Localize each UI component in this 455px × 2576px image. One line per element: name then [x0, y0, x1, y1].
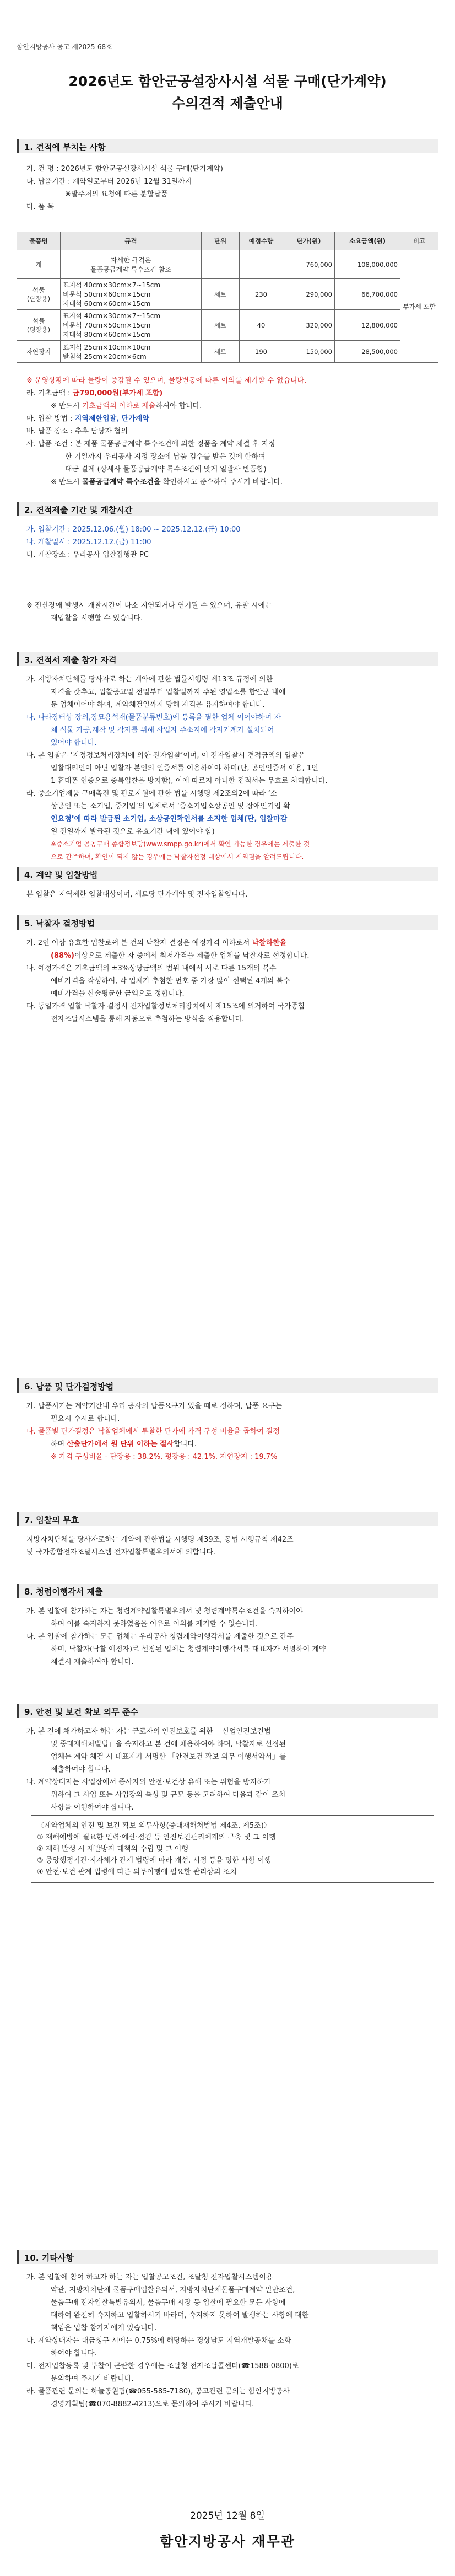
safety-b-cont: 위하여 그 사업 또는 사업장의 특성 및 규모 등을 고려하여 다음과 같이 조치 — [51, 1791, 286, 1799]
note-text: ※ 반드시 — [51, 402, 82, 410]
page-title: 2026년도 함안군공설장사시설 석물 구매(단가계약) — [68, 73, 387, 89]
award-emphasis: (88%) — [51, 952, 74, 960]
col-header: 비고 — [400, 232, 438, 250]
misc-a: 가. 본 입찰에 참여 하고자 하는 자는 입찰공고조건, 조달청 전자입찰시스템이용 — [26, 2273, 273, 2282]
smpp-note: ※중소기업 공공구매 종합정보망(www.smpp.go.kr)에서 확인 가능한 경우에는 제출한 것 — [51, 840, 310, 848]
base-amount-note — [26, 400, 434, 412]
spec-line: 표지석 40cm×30cm×7~15cm — [63, 281, 161, 289]
price-ratio-note: ※ 가격 구성비율 - 단장용 : 38.2%, 평장용 : 42.1%, 자연장지 : 19.7% — [51, 1453, 278, 1461]
misc-a-cont: 책임은 입찰 참가자에게 있습니다. — [51, 2324, 157, 2332]
award-emphasis: 낙찰하한율 — [252, 939, 287, 947]
safety-b: 나. 계약상대자는 사업장에서 종사자의 안전·보건상 유해 또는 위험을 방지하기 — [26, 1778, 271, 1786]
smpp-note-cont: 으로 간주하며, 확인이 되지 않는 경우에는 낙찰자선정 대상에서 제외됨을 알려드립니다. — [51, 853, 304, 861]
integrity-b-cont: 하며, 낙찰자(낙찰 예정자)로 선정된 업체는 청렴계약이행각서를 대표자가 서명하여 계약 — [51, 1645, 326, 1654]
cell-unit: 세트 — [202, 279, 240, 310]
spec-line: 지대석 80cm×60cm×15cm — [63, 331, 151, 339]
note-text: 하셔야 합니다. — [155, 402, 202, 410]
qualification-d: 라. 중소기업제품 구매촉진 및 판로지원에 관한 법률 시행령 제2조의2에 따라 ‘소 — [26, 790, 278, 798]
items-label: 다. 품 목 — [26, 203, 55, 211]
cell-unit: 세트 — [202, 310, 240, 341]
spec-line: 지대석 60cm×60cm×15cm — [63, 300, 151, 308]
table-row — [17, 279, 438, 310]
safety-box-item: ③ 중앙행정기관·지자체가 관계 법령에 따라 개선, 시정 등을 명한 사항 이행 — [37, 1856, 272, 1865]
safety-box-item: ④ 안전·보건 관계 법령에 따른 의무이행에 필요한 관리상의 조치 — [37, 1868, 237, 1876]
misc-b: 나. 계약상대자는 대금청구 시에는 0.75%에 해당하는 경상남도 지역개발공채를 소화 — [26, 2337, 291, 2345]
safety-a: 가. 본 건에 채가하고자 하는 자는 근로자의 안전보호를 위한 「산업안전보건법 — [26, 1727, 271, 1736]
section-9-body — [26, 1726, 434, 1815]
cell-price: 290,000 — [283, 279, 335, 310]
qualification-d-cont: 상공인 또는 소기업, 중기업’의 업체로서 ‘중소기업소상공인 및 장애인기업 확 — [51, 802, 290, 811]
section-10-body — [26, 2272, 434, 2411]
base-amount-value: 금790,000원(부가세 포함) — [72, 389, 163, 398]
cell-unit: 세트 — [202, 341, 240, 363]
section-6-body — [26, 1400, 434, 1464]
misc-b-cont: 하여야 합니다. — [51, 2349, 97, 2358]
col-header: 단위 — [202, 232, 240, 250]
safety-a-cont: 및 중대재해처벌법」을 숙지하고 본 건에 채용하여야 하며, 낙찰자로 선정된 — [51, 1740, 286, 1748]
section-1-heading: 1. 견적에 부치는 사항 — [17, 139, 438, 153]
qualification-a-cont: 둔 업체이어야 하며, 계약체결일까지 당해 자격을 유지하여야 합니다. — [51, 701, 265, 709]
safety-b-cont: 사항을 이행하여야 합니다. — [51, 1804, 134, 1812]
cell-name — [17, 310, 61, 341]
bid-method-label: 마. 입찰 방법 : — [26, 415, 75, 423]
misc-a-cont: 대하여 완전히 숙지하고 입찰하시기 바라며, 숙지하지 못하여 발생하는 사항에 대한 — [51, 2311, 309, 2320]
section-4-body — [26, 889, 434, 901]
cell-qty — [240, 250, 283, 279]
cell-price: 320,000 — [283, 310, 335, 341]
delivery-place: 바. 납품 장소 : 추후 담당자 협의 — [26, 427, 128, 436]
safety-box-item: ② 재해 발생 시 재발방지 대책의 수립 및 그 이행 — [37, 1845, 188, 1853]
delivery-period-note: ※발주처의 요청에 따른 분할납품 — [65, 190, 168, 198]
safety-box-title: 〈계약업체의 안전 및 보건 확보 의무사항(중대재해처벌법 제4조, 제5조)〉 — [37, 1822, 271, 1830]
integrity-b: 나. 본 입찰에 참가하는 모든 업체는 우리공사 청렴계약이행각서를 제출한 것으로 간주 — [26, 1633, 294, 1641]
bid-method-value: 지역제한입찰, 단가계약 — [74, 415, 149, 423]
section-8-body — [26, 1606, 434, 1669]
cell-name: 자연장지 — [17, 341, 61, 363]
special-terms-note — [26, 476, 434, 488]
spec-line: 비문석 50cm×60cm×15cm — [63, 291, 151, 298]
opening-place: 다. 개찰장소 : 우리공사 입찰집행관 PC — [26, 551, 149, 559]
name-line: (단장용) — [26, 294, 51, 303]
spec-line: 표지석 40cm×30cm×7~15cm — [63, 312, 161, 320]
qualification-c: 다. 본 입찰은 ‘지정정보처리장치에 의한 전자입찰’이며, 이 전자입찰시 견적금액의 입찰은 — [26, 752, 305, 760]
section-10-heading: 10. 기타사항 — [17, 2250, 438, 2264]
section-2-body — [26, 524, 434, 562]
spec-line: 표지석 25cm×10cm×10cm — [63, 343, 151, 351]
name-line: 석물 — [32, 316, 45, 325]
award-rule-a — [26, 937, 434, 949]
item-name-value: 2026년도 함안군공설장사시설 석물 구매(단가계약) — [61, 165, 223, 173]
invalid-bid-rule-cont: 및 국가종합전자조달시스템 전자입찰특별유의서에 의합니다. — [26, 1548, 216, 1557]
cell-price: 760,000 — [283, 250, 335, 279]
col-header: 소요금액(원) — [335, 232, 400, 250]
bid-period: 가. 입찰기간 : 2025.12.06.(월) 18:00 ~ 2025.12.12.(금) 10:00 — [26, 525, 241, 534]
qualification-a-cont: 자격을 갖추고, 입찰공고일 전일부터 입찰일까지 주된 영업소를 함안군 내에 — [51, 688, 286, 696]
award-rule-b-cont: 예비가격을 산술평균한 금액으로 정합니다. — [51, 990, 185, 998]
items-table — [17, 232, 438, 363]
qualification-d-emph: 인요청’에 따라 발급된 소기업, 소상공인확인서를 소지한 업체(단, 입찰마감 — [51, 815, 288, 823]
unit-price-rule: 나. 물품별 단가결정은 낙찰업체에서 투찰한 단가에 가격 구성 비율을 곱하여 결정 — [26, 1427, 280, 1436]
table-row — [17, 341, 438, 363]
base-amount-line — [26, 388, 434, 399]
item-name-line — [26, 163, 434, 175]
qualification-b-cont: 있어야 합니다. — [51, 739, 97, 747]
section-6-heading: 6. 납품 및 단가결정방법 — [17, 1378, 438, 1393]
qualification-d-cont: 일 전일까지 발급된 것으로 유효기간 내에 있어야 함) — [51, 828, 215, 836]
cell-name — [17, 279, 61, 310]
section-5-body — [26, 937, 434, 1026]
cell-note: 부가세 포함 — [400, 250, 438, 363]
item-name-label: 가. 건 명 : — [26, 165, 61, 173]
qualification-c-cont: 입찰대리인이 아닌 입찰자 본인의 인증서를 이용하여야 하며(단, 공인인증서 이용, 1인 — [51, 764, 318, 772]
note-text: 확인하시고 준수하여 주시기 바랍니다. — [160, 478, 283, 486]
cell-spec — [61, 341, 202, 363]
cell-spec — [61, 250, 202, 279]
note-emphasis: 기초금액의 이하로 제출 — [82, 402, 156, 410]
misc-a-cont: 약관, 지방자치단체 물품구매입찰유의서, 지방자치단체물품구매계약 일반조건, — [51, 2286, 295, 2294]
spec-line: 비문석 70cm×50cm×15cm — [63, 321, 151, 329]
section-4-heading: 4. 계약 및 입찰방법 — [17, 867, 438, 881]
integrity-b-cont: 체결시 제출하여야 합니다. — [51, 1658, 134, 1666]
section-9-heading: 9. 안전 및 보건 확보 의무 준수 — [17, 1704, 438, 1718]
spec-line: 자세한 규격은 — [110, 256, 151, 264]
bid-method-line — [26, 413, 434, 425]
award-rule-b-cont: 예비가격을 작성하여, 각 업체가 추첨한 번호 중 가장 많이 선택된 4개의 복수 — [51, 977, 290, 985]
qualification-b: 나. 나라장터상 장의,장묘용석재(물품분류번호)에 등록을 필한 업체 이어야하며 자 — [26, 713, 281, 722]
section-3-heading: 3. 견적서 제출 참가 자격 — [17, 652, 438, 666]
section-1-body — [26, 163, 434, 214]
delivery-condition-cont: 대금 결제 (상세사 물품공급계약 특수조건에 맞게 일괄사 반품함) — [65, 465, 267, 474]
qualification-c-cont: 1 휴대폰 인증으로 중복입찰을 방지함), 이에 따르지 아니한 견적서는 무효로 처리합니다. — [51, 777, 328, 785]
col-header: 단가(원) — [283, 232, 335, 250]
award-rule-b: 나. 예정가격은 기초금액의 ±3%상당금액의 범위 내에서 서로 다른 15개의 복수 — [26, 964, 277, 973]
col-header: 예정수량 — [240, 232, 283, 250]
award-text: 이상으로 제출한 자 중에서 최저가격을 제출한 업체를 낙찰자로 선정합니다. — [74, 952, 310, 960]
section-1-details — [26, 375, 434, 489]
spec-line: 받침석 25cm×20cm×6cm — [63, 352, 147, 361]
spec-line: 물품공급계약 특수조건 참조 — [90, 265, 171, 273]
cell-total: 108,000,000 — [335, 250, 400, 279]
system-failure-note: ※ 전산장애 발생시 개찰시간이 다소 지연되거나 연기될 수 있으며, 유찰 시에는 — [26, 602, 272, 610]
integrity-a-cont: 하며 이를 숙지하지 못하였음을 이유로 이의를 제기할 수 없습니다. — [51, 1620, 258, 1628]
table-row — [17, 250, 438, 279]
col-header: 물품명 — [17, 232, 61, 250]
section-2-heading: 2. 견적제출 기간 및 개찰시간 — [17, 502, 438, 516]
section-8-heading: 8. 청렴이행각서 제출 — [17, 1584, 438, 1598]
cell-total: 12,800,000 — [335, 310, 400, 341]
cell-unit — [202, 250, 240, 279]
safety-a-cont: 제출하여야 합니다. — [51, 1765, 111, 1774]
page-subtitle: 수의견적 제출안내 — [172, 95, 283, 111]
cell-total: 66,700,000 — [335, 279, 400, 310]
delivery-condition-cont: 한 기일까지 우리공사 지정 장소에 납품 검수를 받은 것에 한하여 — [65, 453, 266, 461]
misc-a-cont: 물품구매 전자입찰특별유의서, 물품구매 시장 등 입찰에 필요한 모든 사항에 — [51, 2299, 286, 2307]
misc-d: 라. 물품관련 문의는 하늘공원팀(☎055-585-7180), 공고관련 문의는 함안지방공사 — [26, 2387, 290, 2396]
cell-qty: 230 — [240, 279, 283, 310]
cell-spec — [61, 310, 202, 341]
award-rule-c: 다. 동일가격 입찰 낙찰자 결정시 전자입찰정보처리장치에서 제15조에 의거하여 국가종합 — [26, 1002, 305, 1011]
price-emphasis: 산출단가에서 원 단위 이하는 절사 — [67, 1440, 174, 1448]
safety-a-cont: 업체는 계약 체결 시 대표자가 서명한 「안전보건 확보 의무 이행서약서」를 — [51, 1753, 286, 1761]
section-3-body — [26, 674, 434, 864]
contract-method: 본 입찰은 지역제한 입찰대상이며, 세트당 단가계약 및 전자입찰입니다. — [26, 890, 248, 899]
misc-c: 다. 전자입찰등록 및 투찰이 곤란한 경우에는 조달청 전자조달콜센터(☎1588-0800)로 — [26, 2362, 299, 2370]
cell-name: 계 — [17, 250, 61, 279]
delivery-timing-cont: 필요시 수시로 합니다. — [51, 1415, 120, 1423]
award-rule-c-cont: 전자조달시스템을 통해 자동으로 추첨하는 방식을 적용합니다. — [51, 1015, 245, 1023]
misc-d-cont: 경영기획팀(☎070-8882-4213)으로 문의하여 주시기 바랍니다. — [51, 2400, 254, 2408]
section-7-heading: 7. 입찰의 무효 — [17, 1512, 438, 1526]
award-rule-a-cont — [26, 950, 434, 962]
safety-obligations-box — [31, 1815, 434, 1883]
section-2-note — [26, 600, 434, 625]
cell-total: 28,500,000 — [335, 341, 400, 363]
delivery-period: 나. 납품기간 : 계약일로부터 2026년 12월 31일까지 — [26, 178, 192, 186]
opening-datetime: 나. 개찰일시 : 2025.12.12.(금) 11:00 — [26, 538, 151, 546]
section-5-heading: 5. 낙찰자 결정방법 — [17, 915, 438, 930]
qualification-a: 가. 지방자치단체를 당사자로 하는 계약에 관한 법률시행령 제13조 규정에 의한 — [26, 675, 273, 684]
base-amount-label: 라. 기초금액 : — [26, 389, 73, 398]
cell-qty: 190 — [240, 341, 283, 363]
col-header: 규격 — [61, 232, 202, 250]
cell-price: 150,000 — [283, 341, 335, 363]
notice-date: 2025년 12월 8일 — [190, 2510, 265, 2521]
qty-change-note: ※ 운영상황에 따라 물량이 증감될 수 있으며, 물량변동에 따른 이의를 제기할 수 없습니다. — [26, 377, 307, 385]
table-header-row — [17, 232, 438, 250]
safety-box-item: ① 재해예방에 필요한 인력·예산·점검 등 안전보건관리체계의 구축 및 그 이행 — [37, 1833, 276, 1842]
price-text: 하며 — [51, 1440, 67, 1448]
section-7-body — [26, 1534, 434, 1559]
integrity-a: 가. 본 입찰에 참가하는 자는 청렴계약입찰특별유의서 및 청렴계약특수조건을 숙지하여야 — [26, 1607, 303, 1616]
notice-number: 함안지방공사 공고 제2025-68호 — [17, 43, 112, 51]
name-line: (평장용) — [26, 325, 51, 334]
delivery-condition: 사. 납품 조건 : 본 제품 물품공급계약 특수조건에 의한 정품을 계약 체결 후 지정 — [26, 440, 275, 448]
delivery-timing: 가. 납품시기는 계약기간내 우리 공사의 납품요구가 있을 때로 정하며, 납품 요구는 — [26, 1402, 283, 1410]
invalid-bid-rule: 지방자치단체를 당사자로하는 계약에 관한법률 시행령 제39조, 동법 시행규칙 제42조 — [26, 1536, 294, 1544]
table-row — [17, 310, 438, 341]
system-failure-note-cont: 재입찰을 시행할 수 있습니다. — [51, 614, 143, 622]
cell-spec — [61, 279, 202, 310]
qualification-d-cont — [26, 813, 434, 825]
unit-price-rule-cont — [26, 1439, 434, 1450]
issuer-signature: 함안지방공사 재무관 — [159, 2534, 296, 2550]
name-line: 석물 — [32, 286, 45, 294]
qualification-b-cont: 체 석물 가공,제작 및 각자를 위해 사업자 주소지에 각자기계가 설치되어 — [51, 726, 274, 734]
price-text: 합니다. — [174, 1440, 197, 1448]
note-emphasis: 물품공급계약 특수조건을 — [82, 478, 161, 486]
award-text: 가. 2인 이상 유효한 입찰로써 본 건의 낙찰자 결정은 예정가격 이하로서 — [26, 939, 252, 947]
cell-qty: 40 — [240, 310, 283, 341]
note-text: ※ 반드시 — [51, 478, 82, 486]
misc-c-cont: 문의하여 주시기 바랍니다. — [51, 2375, 134, 2383]
